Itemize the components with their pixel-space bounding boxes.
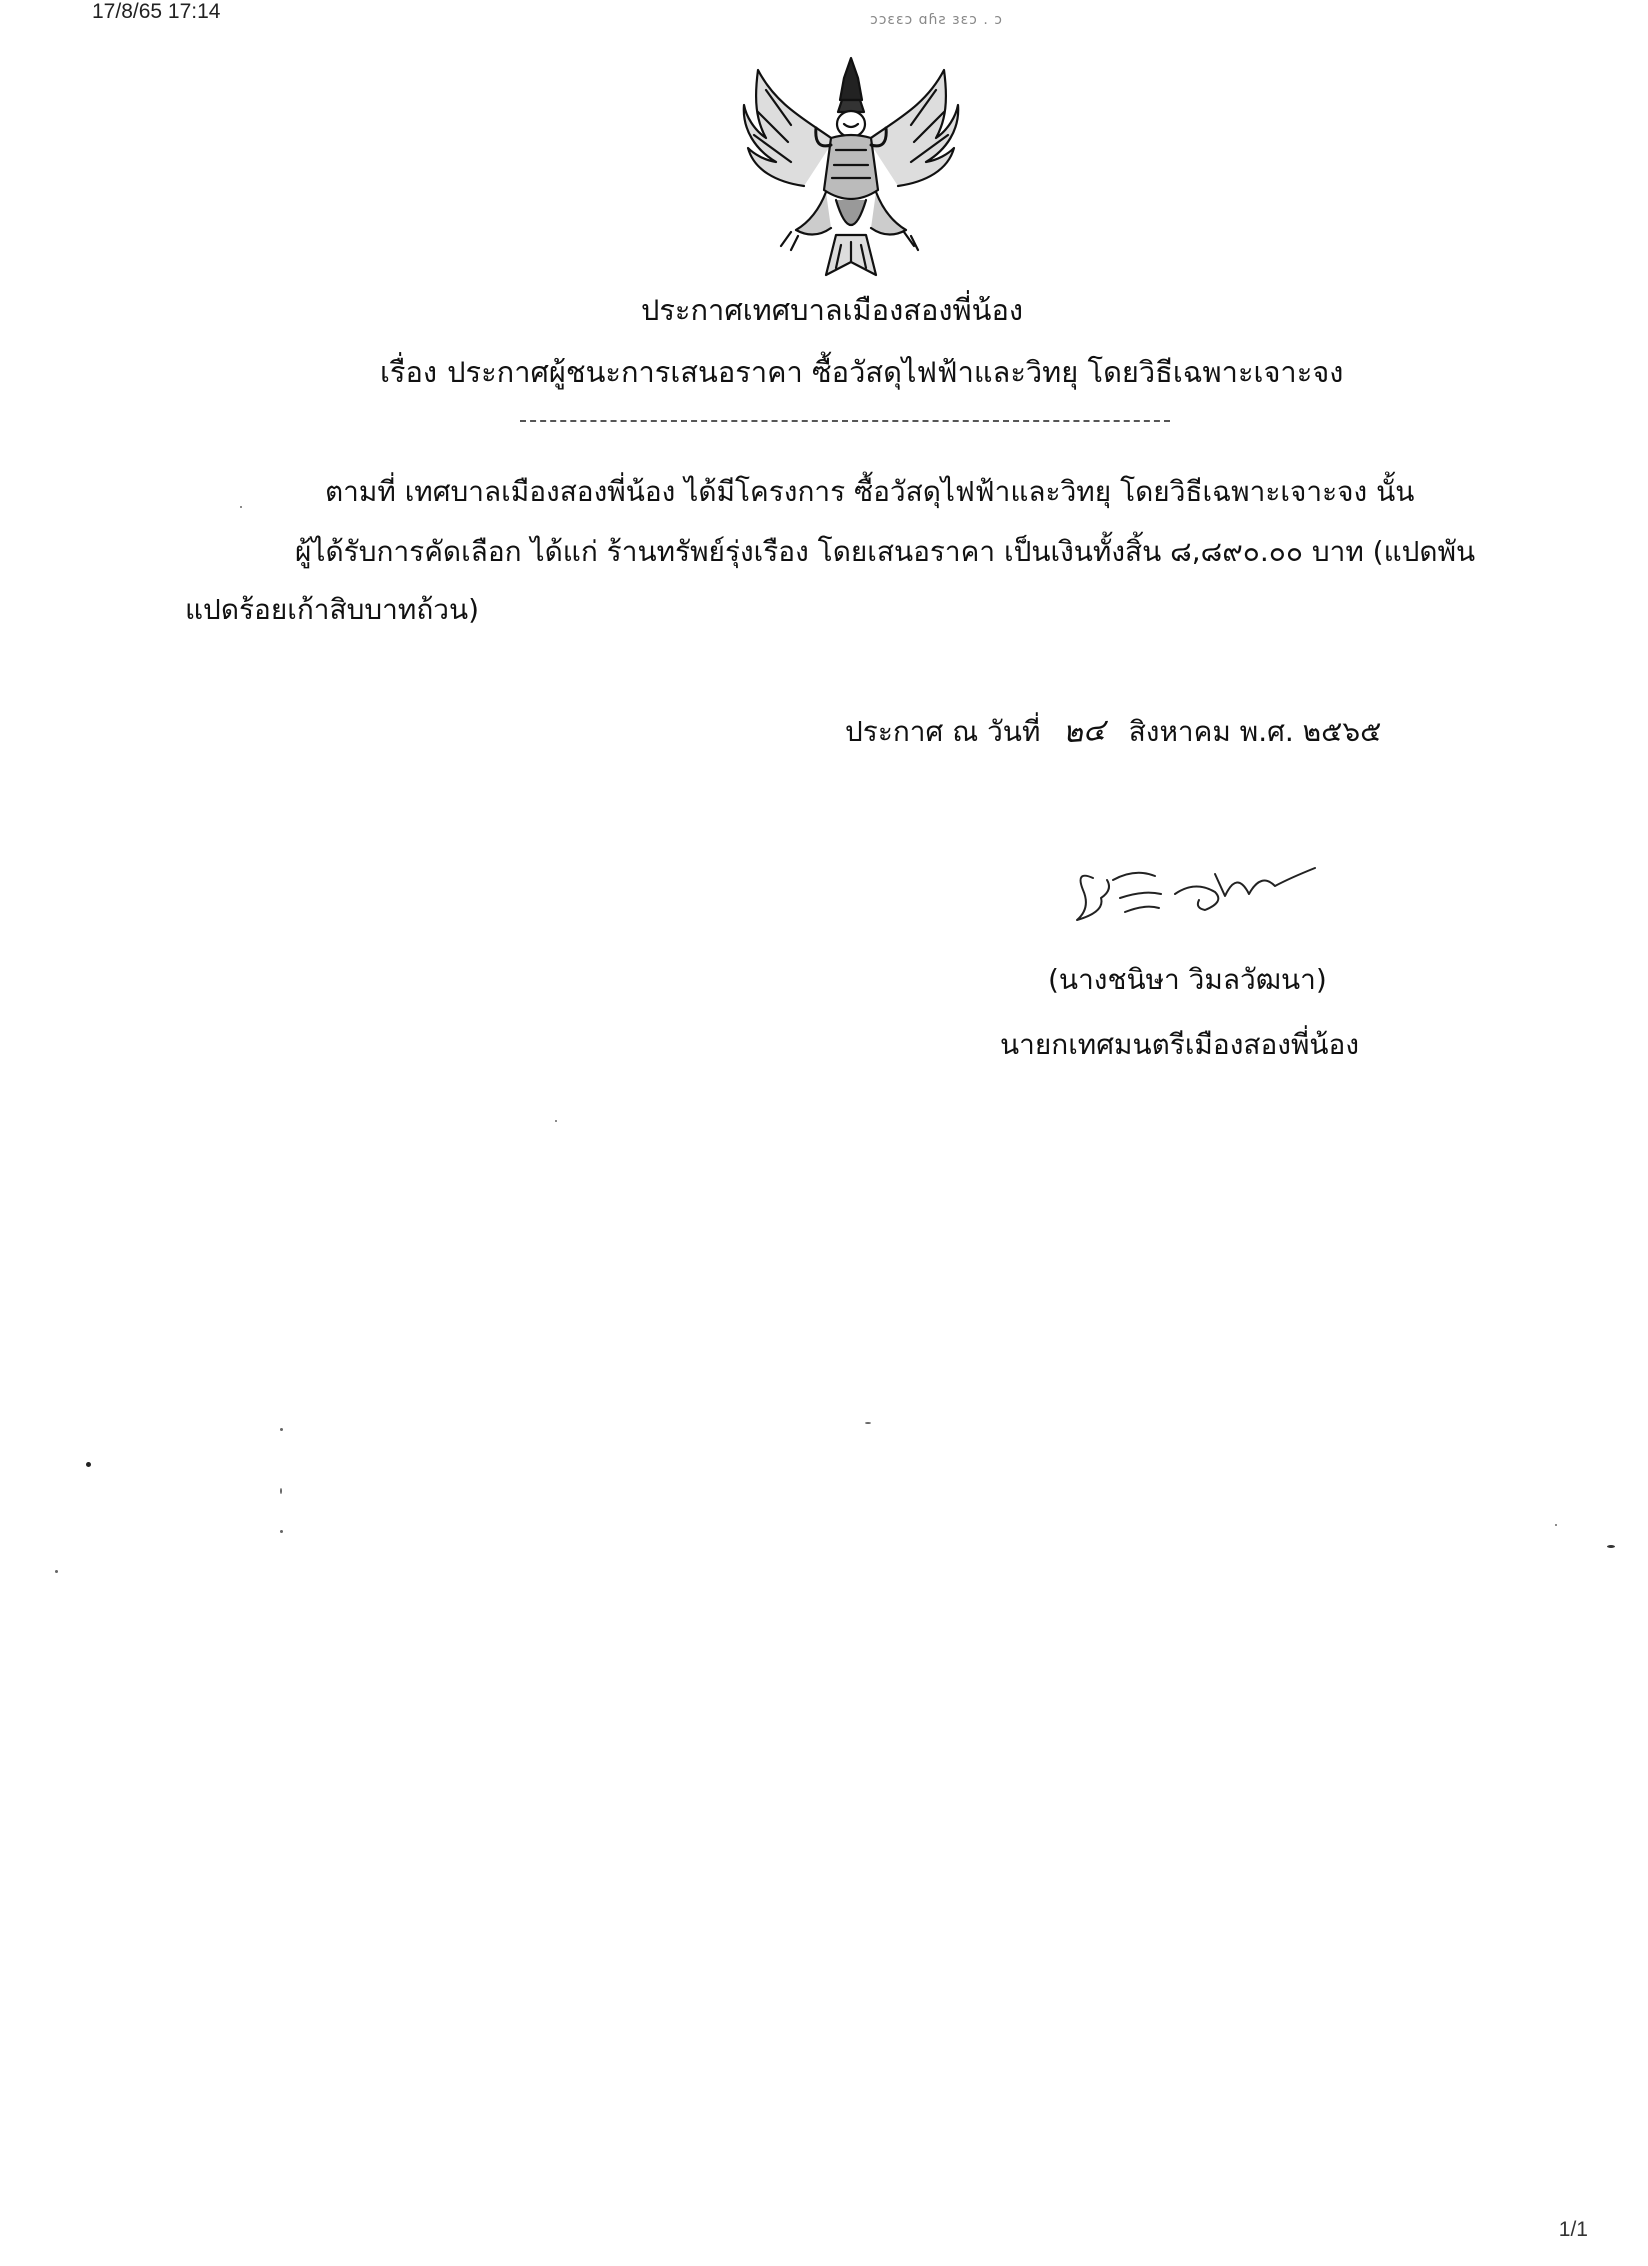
scan-speck bbox=[55, 1570, 58, 1573]
scan-speck bbox=[555, 1120, 557, 1122]
signer-name: (นางชนิษา วิมลวัฒนา) bbox=[1048, 963, 1327, 996]
subject-line bbox=[380, 352, 1343, 392]
scan-speck bbox=[1607, 1545, 1615, 1548]
dashed-divider bbox=[520, 420, 1170, 422]
signer-title: นายกเทศมนตรีเมืองสองพี่น้อง bbox=[1000, 1028, 1360, 1061]
scan-speck bbox=[240, 506, 242, 508]
body-paragraph-line-2: ผู้ได้รับการคัดเลือก ได้แก่ ร้านทรัพย์รุ่งเรือง โดยเสนอราคา เป็นเงินทั้งสิ้น ๘,๘๙๐.๐๐ บาท (แปดพัน bbox=[295, 535, 1476, 568]
scan-speck bbox=[865, 1422, 871, 1424]
scan-speck bbox=[280, 1530, 283, 1533]
print-timestamp: 17/8/65 17:14 bbox=[92, 0, 221, 23]
scan-speck bbox=[280, 1428, 283, 1431]
announcement-date bbox=[845, 712, 1381, 752]
body-paragraph-line-1: ตามที่ เทศบาลเมืองสองพี่น้อง ได้มีโครงการ ซื้อวัสดุไฟฟ้าและวิทยุ โดยวิธีเฉพาะเจาะจง นั้น bbox=[325, 475, 1415, 508]
scan-speck bbox=[280, 1488, 282, 1494]
header-faint-text: ɔɔɛɛɔ ɑɦƨ ɜɛɔ . ɔ bbox=[870, 12, 1003, 28]
page-number: 1/1 bbox=[1558, 2218, 1588, 2241]
scan-speck bbox=[1555, 1524, 1557, 1526]
announcement-day-handwritten: ๒๔ bbox=[1062, 712, 1107, 751]
subject-text: ประกาศผู้ชนะการเสนอราคา ซื้อวัสดุไฟฟ้าและวิทยุ โดยวิธีเฉพาะเจาะจง bbox=[447, 355, 1344, 389]
announcement-month-year: สิงหาคม พ.ศ. ๒๕๖๕ bbox=[1128, 715, 1382, 748]
body-paragraph-line-3: แปดร้อยเก้าสิบบาทถ้วน) bbox=[185, 593, 480, 626]
garuda-emblem-icon bbox=[736, 50, 966, 285]
issuer-heading: ประกาศเทศบาลเมืองสองพี่น้อง bbox=[640, 293, 1024, 327]
scan-speck bbox=[86, 1462, 91, 1467]
announcement-date-prefix: ประกาศ ณ วันที่ bbox=[845, 715, 1041, 748]
subject-label: เรื่อง bbox=[380, 355, 438, 389]
handwritten-signature-icon bbox=[1065, 850, 1325, 930]
